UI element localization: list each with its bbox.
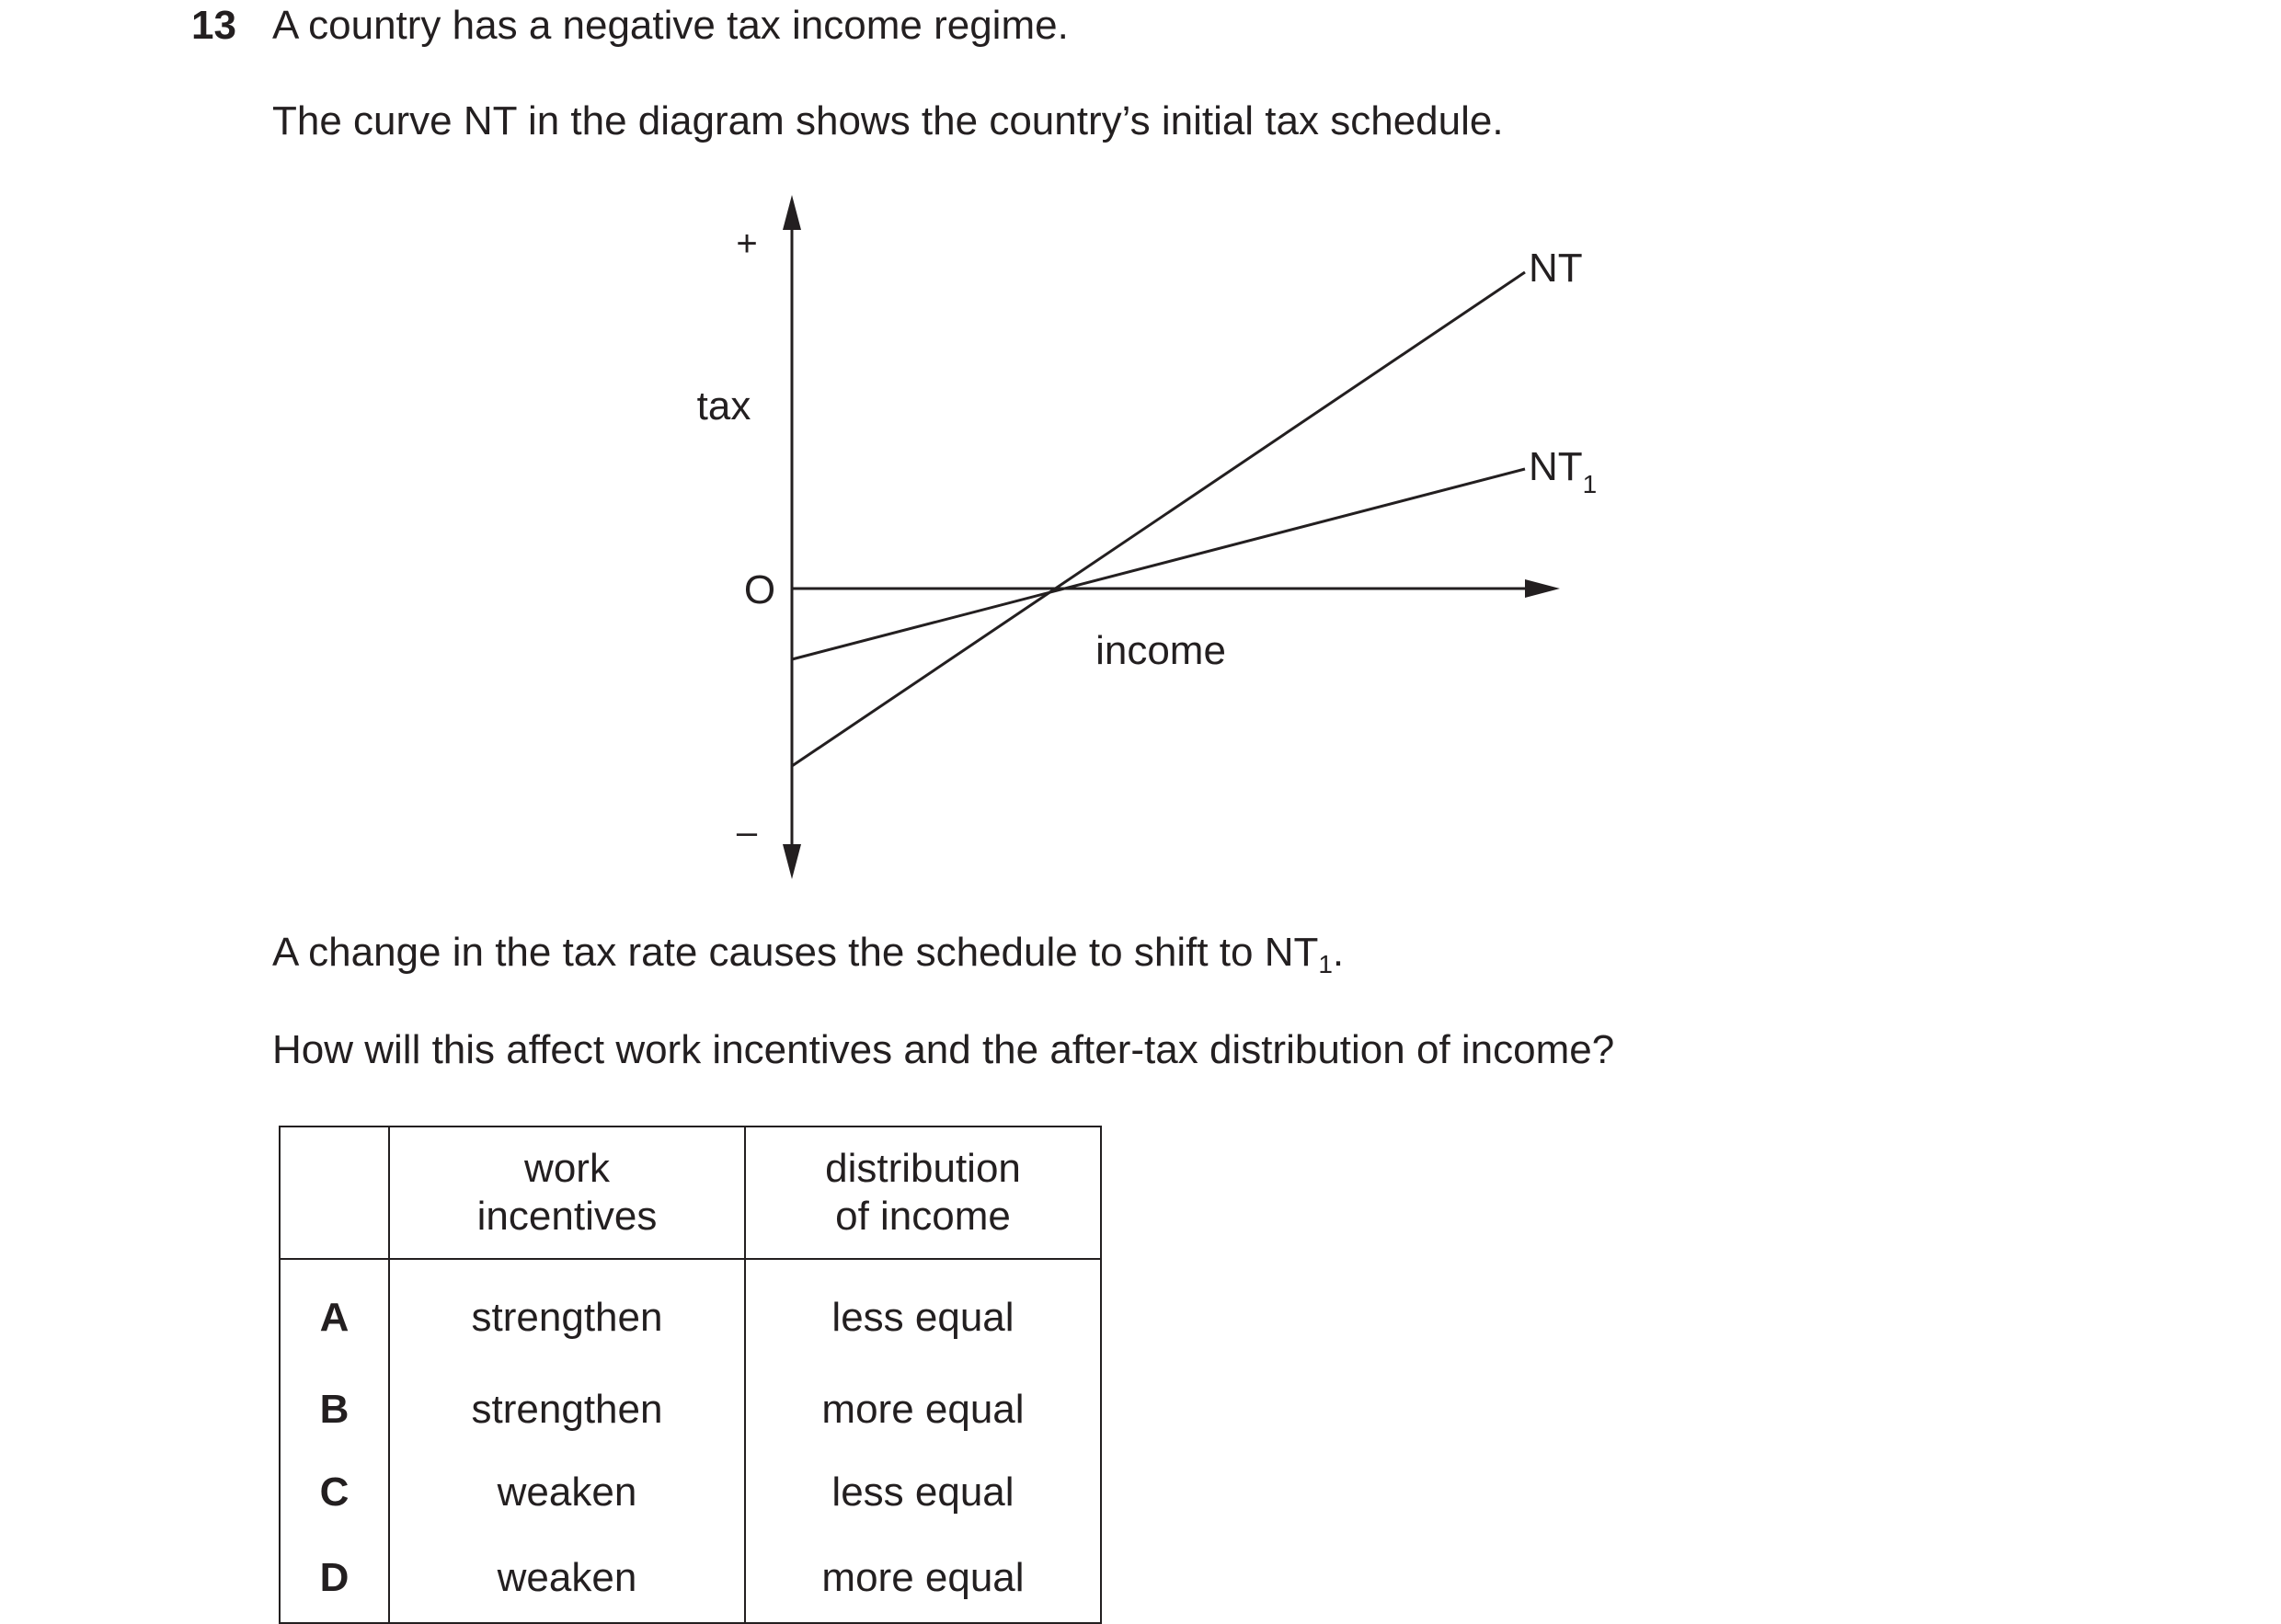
table-header-row [280, 1127, 1101, 1259]
option-distribution: more equal [745, 1368, 1101, 1451]
option-letter: C [280, 1451, 389, 1534]
option-work: strengthen [389, 1259, 745, 1368]
curve-nt1-label-main: NT [1529, 444, 1583, 489]
question-line-4: How will this affect work incentives and the after-tax distribution of income? [272, 1027, 1615, 1072]
option-work: weaken [389, 1451, 745, 1534]
curve-nt1-label-sub: 1 [1582, 470, 1598, 498]
option-distribution: more equal [745, 1534, 1101, 1623]
option-distribution: less equal [745, 1259, 1101, 1368]
option-work: weaken [389, 1534, 745, 1623]
x-axis-label: income [1095, 628, 1226, 673]
header-cell-work [389, 1127, 745, 1259]
question-line-1: A country has a negative tax income regime. [272, 3, 1069, 48]
header-cell-letter [280, 1127, 389, 1259]
x-axis-arrow [1525, 579, 1560, 598]
option-work: strengthen [389, 1368, 745, 1451]
header-cell-distribution [745, 1127, 1101, 1259]
option-letter: D [280, 1534, 389, 1623]
question-line-2: The curve NT in the diagram shows the country’s initial tax schedule. [272, 98, 1504, 143]
curve-nt-line [792, 272, 1525, 766]
table-row[interactable] [280, 1534, 1101, 1623]
question-line-3 [272, 929, 1344, 977]
question-line-3-text: A change in the tax rate causes the schedule to shift to NT [272, 930, 1319, 975]
minus-label: – [736, 812, 758, 852]
y-axis-label: tax [696, 383, 751, 429]
curve-nt1-label [1529, 444, 1597, 498]
origin-label: O [743, 567, 776, 612]
plus-label: + [736, 223, 758, 264]
header-work-label: work incentives [476, 1146, 658, 1239]
question-line-3-end: . [1332, 930, 1345, 975]
option-distribution: less equal [745, 1451, 1101, 1534]
option-letter: A [280, 1259, 389, 1368]
header-distribution-label: distribution of income [825, 1146, 1021, 1239]
curve-nt-label: NT [1529, 246, 1583, 291]
table-row[interactable] [280, 1451, 1101, 1534]
option-letter: B [280, 1368, 389, 1451]
table-row[interactable] [280, 1368, 1101, 1451]
y-axis-arrow-down [783, 844, 801, 879]
question-line-3-sub: 1 [1318, 950, 1333, 978]
y-axis-arrow-up [783, 195, 801, 230]
question-number: 13 [191, 3, 236, 48]
options-table [279, 1126, 1102, 1624]
table-row[interactable] [280, 1259, 1101, 1368]
